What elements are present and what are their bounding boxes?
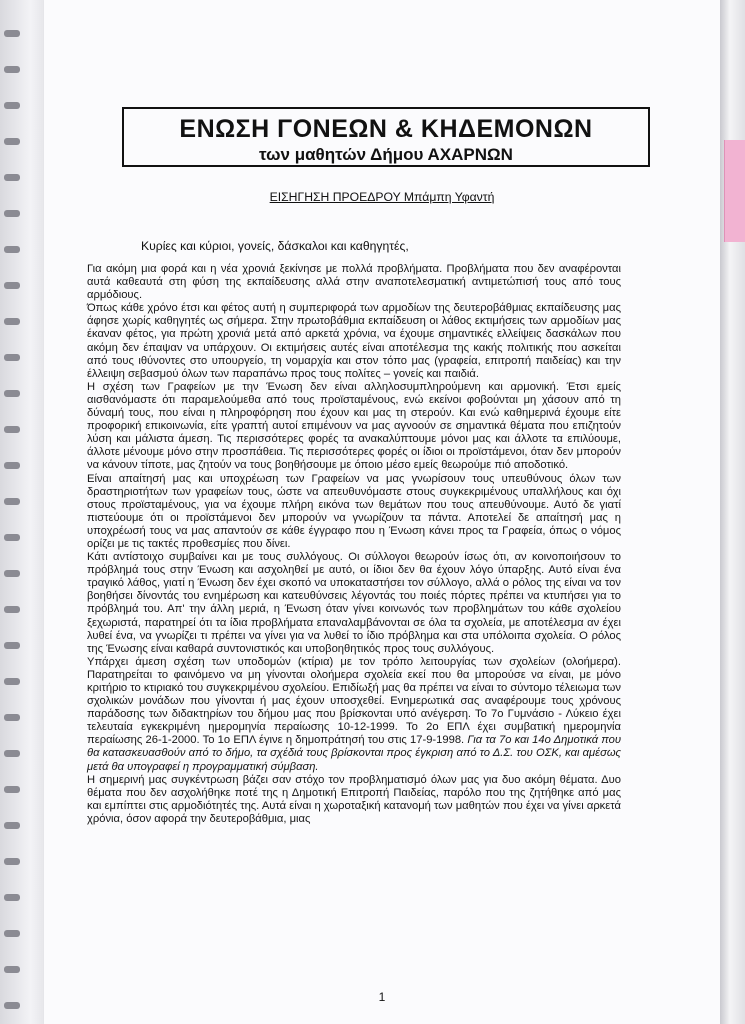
binding-hole <box>4 462 20 469</box>
title-box <box>122 107 650 167</box>
binding-hole <box>4 750 20 757</box>
document-title: ΕΝΩΣΗ ΓΟΝΕΩΝ & ΚΗΔΕΜΟΝΩΝ <box>179 115 593 143</box>
binding-hole <box>4 570 20 577</box>
binding-hole <box>4 318 20 325</box>
binding-hole <box>4 858 20 865</box>
binding-hole <box>4 642 20 649</box>
binding-hole <box>4 678 20 685</box>
binding-hole <box>4 714 20 721</box>
document-page <box>44 0 720 1024</box>
binding-hole <box>4 606 20 613</box>
binding-hole <box>4 30 20 37</box>
paragraph: Για ακόμη μια φορά και η νέα χρονιά ξεκίνησε με πολλά προβλήματα. Προβλήματα που δεν αναφέρονται αυτά καθεαυτά στη φύση της εκπαίδευσης αλλά στην αναποτελεσματική αντιμετώπισή τους από τους αρμόδιους. <box>87 263 621 302</box>
binding-hole <box>4 282 20 289</box>
document-subtitle: των μαθητών Δήμου ΑΧΑΡΝΩΝ <box>259 145 513 164</box>
binding-hole <box>4 822 20 829</box>
binding-hole <box>4 930 20 937</box>
paragraph-text: Υπάρχει άμεση σχέση των υποδομών (κτίρια) με τον τρόπο λειτουργίας των σχολείων (ολοήμερα). Παρατηρείται το φαινόμενο να μη γίνονται ολοήμερα σχολεία εκεί που θα μπορούσε να είναι, με μόνο κριτήριο το κτιριακό του συγκεκριμένου σχολείου. Επιδίωξή μας θα πρέπει να είναι το σύντομο τέλειωμα των σχολικών μονάδων που γίνονται ή μας έχουν υποσχεθεί. Ενημερωτικά σας αναφέρουμε τους χρόνους παράδοσης των διδακτηρίων του δήμου μας που βρίσκονται υπό ανέγερση. Το 7ο Γυμνάσιο - Λύκειο έχει τελευταία εγκεκριμένη ημερομηνία περαίωσης 10-12-1999. Το 2ο ΕΠΛ έχει συμβατική ημερομηνία περαίωσης 26-1-2000. Το 1ο ΕΠΛ έγινε η δημοπράτησή του στις 17-9-1998. <box>87 655 622 747</box>
binding-hole <box>4 138 20 145</box>
binder-margin <box>0 0 44 1024</box>
paragraph-italic-text: Για τα 7ο και 14ο Δημοτικά που θα κατασκευασθούν από το δήμο, τα σχέδιά τους βρίσκονται προς έγκριση από το Δ.Σ. του ΟΣΚ, και αμέσως μετά θα υπογραφεί η προγραμματική σύμβαση. <box>87 734 622 773</box>
binding-hole <box>4 354 20 361</box>
binding-hole <box>4 426 20 433</box>
paragraph <box>87 656 621 774</box>
report-heading: ΕΙΣΗΓΗΣΗ ΠΡΟΕΔΡΟΥ Μπάμπη Υφαντή <box>269 190 495 204</box>
page-number: 1 <box>378 990 386 1004</box>
binding-hole <box>4 390 20 397</box>
binding-hole <box>4 534 20 541</box>
binding-hole <box>4 210 20 217</box>
binding-hole <box>4 66 20 73</box>
paragraph: Κάτι αντίστοιχο συμβαίνει και με τους συλλόγους. Οι σύλλογοι θεωρούν ίσως ότι, αν κοινοποιήσουν το πρόβλημά τους στην Ένωση και ασχοληθεί με αυτό, οι ίδιοι δεν θα έχουν λόγο ύπαρξης. Αυτό είναι ένα τραγικό λάθος, γιατί η Ένωση δεν έχει σκοπό να υποκαταστήσει τον σύλλογο, αλλά ο ρόλος της είναι να τον βοηθήσει δίνοντάς του ενημέρωση και κατευθύνσεις λέγοντάς του ποιές πόρτες πρέπει να κτυπήσει για το πρόβλημά του. Απ' την άλλη μεριά, η Ένωση όταν γίνει κοινωνός των προβλημάτων του κάθε σχολείου ξεχωριστά, παρατηρεί ότι τα ίδια προβλήματα επαναλαμβάνονται σε όλα τα σχολεία, με αποτέλεσμα αν έχει λυθεί ένα, να γνωρίζει τι πρέπει να γίνει για να λυθεί το ίδιο πρόβλημα και στα υπόλοιπα σχολεία. Ο ρόλος της Ένωσης είναι καθαρά συντονιστικός και υποβοηθητικός προς τους συλλόγους. <box>87 551 621 655</box>
binding-hole <box>4 174 20 181</box>
pink-divider-tab <box>724 140 745 242</box>
binding-hole <box>4 1002 20 1009</box>
binding-hole <box>4 786 20 793</box>
binding-hole <box>4 246 20 253</box>
salutation: Κυρίες και κύριοι, γονείς, δάσκαλοι και καθηγητές, <box>141 239 409 253</box>
paragraph: Όπως κάθε χρόνο έτσι και φέτος αυτή η συμπεριφορά των αρμοδίων της δευτεροβάθμιας εκπαίδευσης μας άφησε χωρίς καθηγητές ως σήμερα. Στην πρωτοβάθμια εκπαίδευση οι λάθος εκτιμήσεις των αρμοδίων μας έκαναν φέτος, για πρώτη χρονιά μετά από αρκετά χρόνια, να έχουμε σημαντικές ελλείψεις δασκάλων που ακόμη δεν έπαψαν να υπάρχουν. Οι εκτιμήσεις αυτές είναι αποτέλεσμα της κακής πολιτικής που ασκείται από τους ιθύνοντες στο υπουργείο, τη νομαρχία και στον τόπο μας (γραφεία, επιτροπή παιδείας) και την έλλειψη σεβασμού όλων των παραπάνω προς τους πολίτες – γονείς και παιδιά. <box>87 302 621 380</box>
paragraph: Η σημερινή μας συγκέντρωση βάζει σαν στόχο τον προβληματισμό όλων μας για δυο ακόμη θέματα. Δυο θέματα που δεν ασχολήθηκε ποτέ της η Δημοτική Επιτροπή Παιδείας, παρόλο που της ζητήθηκε από μας και εμπίπτει στις αρμοδιότητές της. Αυτά είναι η χωροταξική κατανομή των μαθητών που έχει να γίνει αρκετά χρόνια, όσον αφορά την δευτεροβάθμια, μιας <box>87 773 621 825</box>
binding-hole <box>4 498 20 505</box>
binding-hole <box>4 102 20 109</box>
binding-hole <box>4 894 20 901</box>
paragraph: Η σχέση των Γραφείων με την Ένωση δεν είναι αλληλοσυμπληρούμενη και αρμονική. Έτσι εμείς αισθανόμαστε ότι παραμελούμεθα από τους προϊσταμένους, ενώ εκείνοι φοβούνται μη χάσουν από τη δύναμή τους, που είναι η πληροφόρηση που έχουν και μας τη στερούν. Και ενώ καθημερινά έχουμε είτε προφορική επικοινωνία, είτε γραπτή αυτοί επιμένουν να μας αγνοούν σε σημαντικά θέματα που επιζητούν λύση και μάλιστα άμεση. Τις περισσότερες φορές τα ανακαλύπτουμε μόνοι μας και άλλοτε τα επιλύουμε, άλλοτε μένουμε μόνο στην προσπάθεια. Τις περισσότερες φορές οι ίδιοι οι προϊστάμενοι, όταν δεν μπορούν να κάνουν τίποτε, μας ζητούν να τους βοηθήσουμε με όποιο μέσο εμείς θεωρούμε πιό αποδοτικό. <box>87 380 621 472</box>
binding-hole <box>4 966 20 973</box>
paragraph: Είναι απαίτησή μας και υποχρέωση των Γραφείων να μας γνωρίσουν τους υπευθύνους όλων των δραστηριοτήτων των γραφείων τους, ώστε να απευθυνόμαστε στους συγκεκριμένους υπαλλήλους και όχι στους προϊσταμένους, για να έχουμε πλήρη εικόνα των θεμάτων που τους απευθύνουμε. Αυτό δε γιατί πιστεύουμε ότι οι προϊστάμενοι δεν μπορούν να γνωρίζουν τα πάντα. Αποτελεί δε απαίτησή μας η υποχρέωσή τους να μας απαντούν σε κάθε έγγραφο που η Ένωση κάνει προς τα Γραφεία, όπως ο νόμος ορίζει με τις τακτές προθεσμίες που δίνει. <box>87 472 621 550</box>
body-text <box>87 263 621 826</box>
